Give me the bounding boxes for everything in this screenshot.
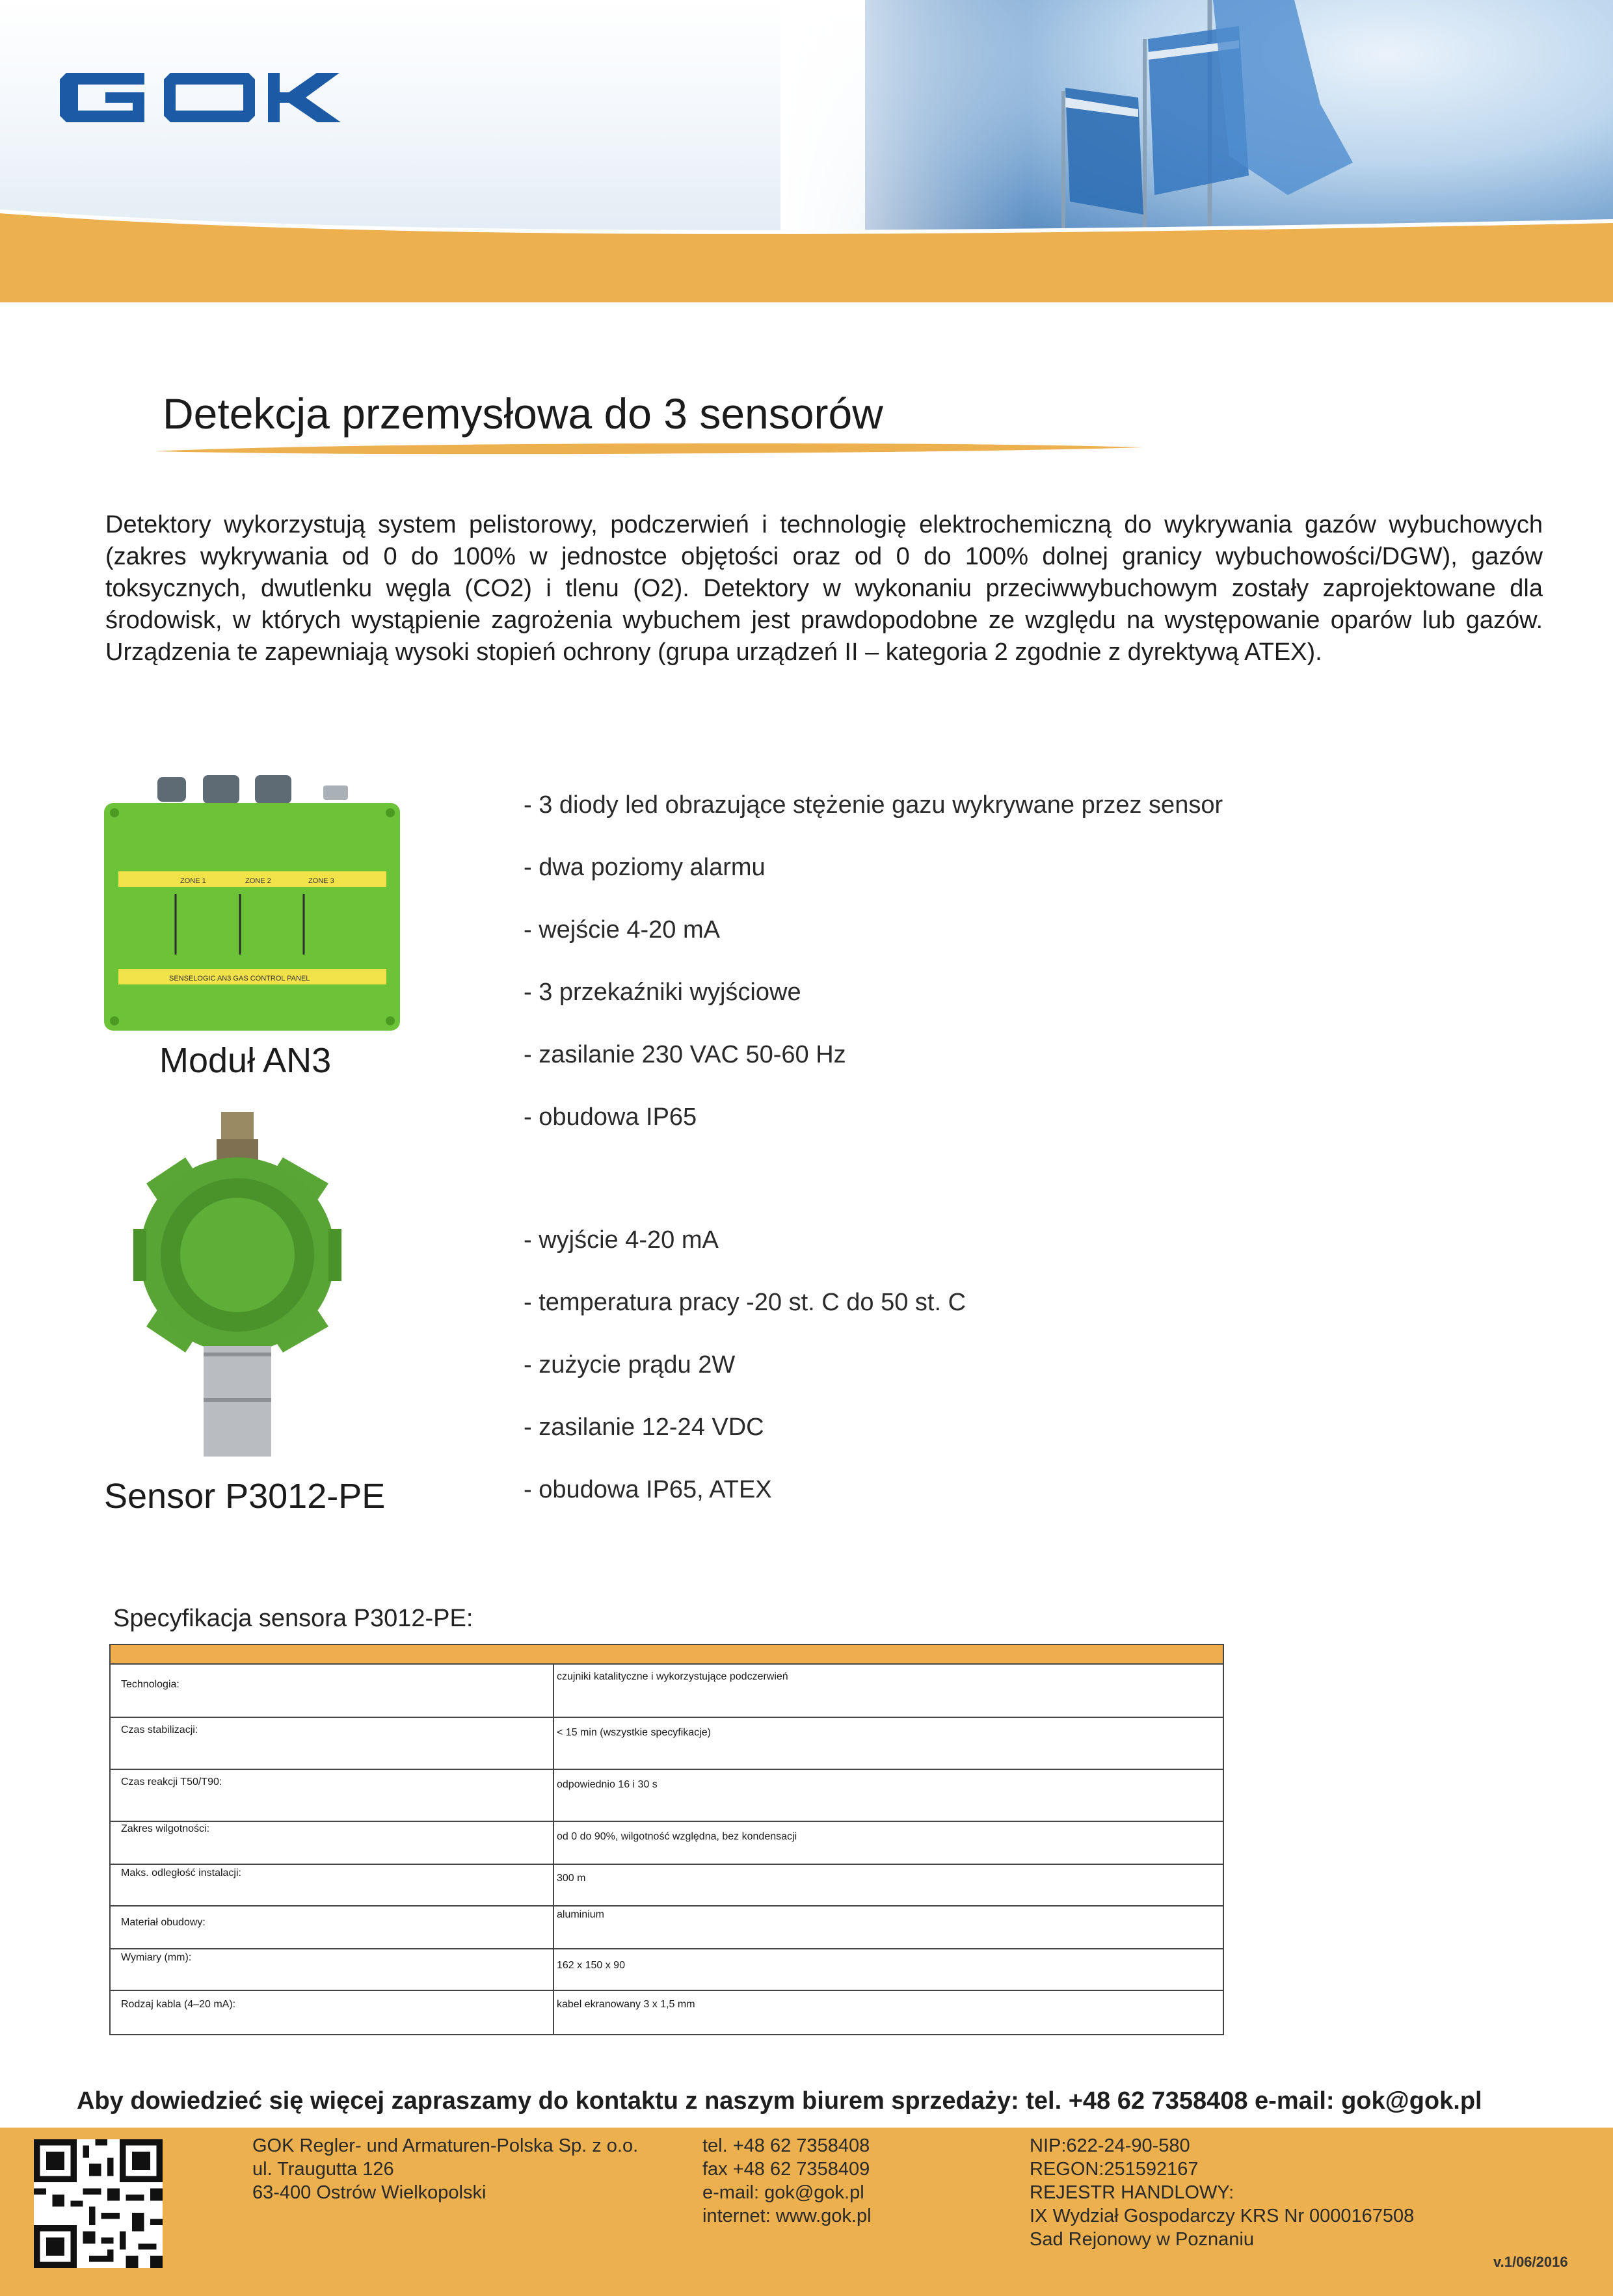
contact-line: Aby dowiedzieć się więcej zapraszamy do kontaktu z naszym biurem sprzedaży: tel. +48 62 7358408 e-mail: gok@gok.pl bbox=[77, 2087, 1482, 2115]
sensor-feature-item: - zasilanie 12-24 VDC bbox=[524, 1414, 764, 1441]
footer-court: Sad Rejonowy w Poznaniu bbox=[1030, 2229, 1254, 2250]
footer-company-name: GOK Regler- und Armaturen-Polska Sp. z o.o. bbox=[252, 2135, 639, 2156]
panel-label: SENSELOGIC AN3 GAS CONTROL PANEL bbox=[169, 975, 310, 983]
table-row: Czas stabilizacji: < 15 min (wszystkie specyfikacje) bbox=[109, 1718, 1224, 1770]
p3012-sensor-image bbox=[133, 1112, 348, 1463]
sensor-feature-item: - zużycie prądu 2W bbox=[524, 1351, 736, 1379]
table-row: Zakres wilgotności: od 0 do 90%, wilgotność względna, bez kondensacji bbox=[109, 1822, 1224, 1865]
table-row: Czas reakcji T50/T90: odpowiednio 16 i 30 s bbox=[109, 1770, 1224, 1822]
sensor-feature-item: - temperatura pracy -20 st. C do 50 st. C bbox=[524, 1289, 966, 1316]
gok-logo bbox=[60, 73, 343, 122]
footer-email-link[interactable]: e-mail: gok@gok.pl bbox=[702, 2182, 864, 2203]
table-row: Rodzaj kabla (4–20 mA): kabel ekranowany 3 x 1,5 mm bbox=[109, 1991, 1224, 2035]
footer-phone: tel. +48 62 7358408 bbox=[702, 2135, 870, 2156]
spec-table-header bbox=[109, 1644, 1224, 1665]
footer-company-street: ul. Traugutta 126 bbox=[252, 2159, 394, 2180]
table-row: Materiał obudowy: aluminium bbox=[109, 1907, 1224, 1949]
zone-1-label: ZONE 1 bbox=[180, 877, 206, 885]
footer-website-link[interactable]: internet: www.gok.pl bbox=[702, 2206, 872, 2226]
module-caption: Moduł AN3 bbox=[159, 1041, 332, 1080]
zone-3-label: ZONE 3 bbox=[308, 877, 334, 885]
footer-nip: NIP:622-24-90-580 bbox=[1030, 2135, 1190, 2156]
module-feature-item: - dwa poziomy alarmu bbox=[524, 854, 766, 881]
footer-regon: REGON:251592167 bbox=[1030, 2159, 1199, 2180]
sensor-feature-item: - wyjście 4-20 mA bbox=[524, 1226, 719, 1254]
sensor-caption: Sensor P3012-PE bbox=[104, 1477, 386, 1516]
footer-krs: IX Wydział Gospodarczy KRS Nr 0000167508 bbox=[1030, 2206, 1415, 2226]
qr-code-icon bbox=[34, 2139, 163, 2268]
title-underline bbox=[155, 440, 1143, 459]
module-feature-item: - 3 diody led obrazujące stężenie gazu wykrywane przez sensor bbox=[524, 791, 1223, 819]
page-title: Detekcja przemysłowa do 3 sensorów bbox=[163, 389, 883, 438]
module-feature-item: - obudowa IP65 bbox=[524, 1103, 697, 1131]
table-row: Wymiary (mm): 162 x 150 x 90 bbox=[109, 1949, 1224, 1991]
header-banner bbox=[0, 0, 1613, 302]
module-feature-item: - wejście 4-20 mA bbox=[524, 916, 720, 943]
module-feature-item: - zasilanie 230 VAC 50-60 Hz bbox=[524, 1041, 846, 1068]
header-orange-wave bbox=[0, 195, 1613, 302]
spec-title: Specyfikacja sensora P3012-PE: bbox=[113, 1605, 473, 1632]
table-row: Technologia: czujniki katalityczne i wykorzystujące podczerwień bbox=[109, 1665, 1224, 1718]
module-feature-item: - 3 przekaźniki wyjściowe bbox=[524, 979, 801, 1006]
intro-paragraph: Detektory wykorzystują system pelistorowy, podczerwień i technologię elektrochemiczną do wykrywania gazów wybuchowych (zakres wykrywania od 0 do 100% w jednostce objętości oraz od 0 do 100% dolnej granicy wybuchowości/DGW), gazów toksycznych, dwutlenku węgla (CO2) i tlenu (O2). Detektory w wykonaniu przeciwwybuchowym zostały zaprojektowane dla środowisk, w których wystąpienie zagrożenia wybuchem jest prawdopodobne ze względu na występowanie oparów lub gazów. Urządzenia te zapewniają wysoki stopień ochrony (grupa urządzeń II – kategoria 2 zgodnie z dyrektywą ATEX). bbox=[105, 511, 1543, 666]
footer-company-city: 63-400 Ostrów Wielkopolski bbox=[252, 2182, 487, 2203]
sensor-feature-item: - obudowa IP65, ATEX bbox=[524, 1476, 772, 1503]
version-label: v.1/06/2016 bbox=[1493, 2254, 1568, 2270]
zone-2-label: ZONE 2 bbox=[245, 877, 271, 885]
footer-fax: fax +48 62 7358409 bbox=[702, 2159, 870, 2180]
table-row: Maks. odległość instalacji: 300 m bbox=[109, 1865, 1224, 1907]
footer-registry-title: REJESTR HANDLOWY: bbox=[1030, 2182, 1234, 2203]
an3-module-image bbox=[99, 774, 405, 1044]
